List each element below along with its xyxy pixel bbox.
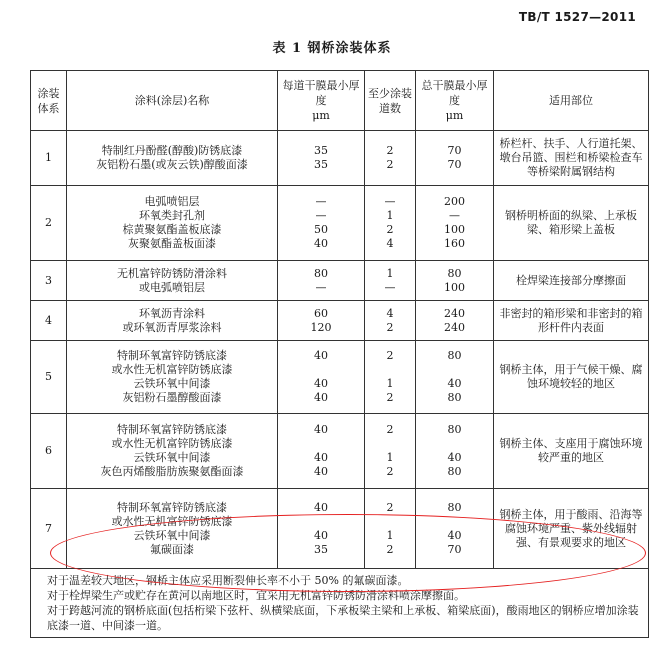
col-dft-total: 总干膜最小厚度 μm — [416, 71, 494, 131]
table-row — [31, 341, 649, 414]
application-cell: 钢桥明桥面的纵梁、上承板梁、箱形梁上盖板 — [494, 186, 649, 261]
notes-row — [31, 569, 649, 638]
dft-total-cell: 240 240 — [416, 301, 494, 341]
dft-each-cell: 35 35 — [278, 131, 365, 186]
coating-cell: 特制环氧富锌防锈底漆 或水性无机富锌防锈底漆 云铁环氧中间漆 氟碳面漆 — [67, 489, 278, 569]
dft-total-cell: 80 100 — [416, 261, 494, 301]
coats-cell: 2 2 — [365, 131, 416, 186]
col-application: 适用部位 — [494, 71, 649, 131]
standard-code: TB/T 1527—2011 — [518, 10, 636, 24]
system-number: 1 — [31, 131, 67, 186]
col-min-coats: 至少涂装道数 — [365, 71, 416, 131]
table-row — [31, 414, 649, 489]
application-cell: 桥栏杆、扶手、人行道托架、墩台吊篮、围栏和桥梁检查车等桥梁附属钢结构 — [494, 131, 649, 186]
note-3: 对于跨越河流的钢桥底面(包括桁梁下弦杆、纵横梁底面，下承板梁主梁和上承板、箱梁底面)，酸雨地区的钢桥应增加涂装底漆一道、中间漆一道。 — [47, 604, 639, 632]
system-number: 6 — [31, 414, 67, 489]
system-number: 7 — [31, 489, 67, 569]
dft-each-cell: — — 50 40 — [278, 186, 365, 261]
table-title: 表 1 钢桥涂装体系 — [272, 41, 392, 56]
table-row — [31, 186, 649, 261]
dft-each-cell: 80 — — [278, 261, 365, 301]
dft-total-cell: 80 40 70 — [416, 489, 494, 569]
application-cell: 栓焊梁连接部分摩擦面 — [494, 261, 649, 301]
coats-cell: 2 1 2 — [365, 489, 416, 569]
coats-cell: 1 — — [365, 261, 416, 301]
dft-total-cell: 80 40 80 — [416, 414, 494, 489]
note-1: 对于温差较大地区，钢桥主体应采用断裂伸长率不小于 50% 的氟碳面漆。 — [47, 574, 409, 587]
coating-cell: 环氧沥青涂料 或环氧沥青厚浆涂料 — [67, 301, 278, 341]
system-number: 3 — [31, 261, 67, 301]
application-cell: 钢桥主体、支座用于腐蚀环境较严重的地区 — [494, 414, 649, 489]
dft-total-cell: 80 40 80 — [416, 341, 494, 414]
system-number: 2 — [31, 186, 67, 261]
coating-cell: 特制环氧富锌防锈底漆 或水性无机富锌防锈底漆 云铁环氧中间漆 灰铝粉石墨醇酸面漆 — [67, 341, 278, 414]
coating-cell: 无机富锌防锈防滑涂料 或电弧喷铝层 — [67, 261, 278, 301]
table-row — [31, 261, 649, 301]
dft-total-cell: 200 — 100 160 — [416, 186, 494, 261]
system-number: 4 — [31, 301, 67, 341]
unit-label: μm — [312, 109, 330, 122]
coats-cell: 2 1 2 — [365, 341, 416, 414]
dft-each-cell: 40 40 40 — [278, 341, 365, 414]
table-row — [31, 301, 649, 341]
col-coating: 涂料(涂层)名称 — [67, 71, 278, 131]
unit-label: μm — [445, 109, 464, 122]
coating-system-table — [30, 70, 649, 638]
col-dft-each: 每道干膜最小厚度 μm — [278, 71, 365, 131]
table-row — [31, 131, 649, 186]
note-2: 对于栓焊梁生产或贮存在黄河以南地区时，宜采用无机富锌防锈防滑涂料喷涂摩擦面。 — [47, 589, 465, 602]
application-cell: 钢桥主体，用于酸雨、沿海等腐蚀环境严重、紫外线辐射强、有景观要求的地区 — [494, 489, 649, 569]
dft-each-cell: 40 40 35 — [278, 489, 365, 569]
table-header-row — [31, 71, 649, 131]
coats-cell: 2 1 2 — [365, 414, 416, 489]
application-cell: 钢桥主体，用于气候干燥、腐蚀环境较轻的地区 — [494, 341, 649, 414]
dft-total-cell: 70 70 — [416, 131, 494, 186]
dft-each-cell: 60 120 — [278, 301, 365, 341]
notes-cell — [31, 569, 649, 638]
dft-each-cell: 40 40 40 — [278, 414, 365, 489]
coating-cell: 特制红丹酚醛(醇酸)防锈底漆 灰铝粉石墨(或灰云铁)醇酸面漆 — [67, 131, 278, 186]
application-cell: 非密封的箱形梁和非密封的箱形杆件内表面 — [494, 301, 649, 341]
coating-cell: 特制环氧富锌防锈底漆 或水性无机富锌防锈底漆 云铁环氧中间漆 灰色丙烯酸脂肪族聚氨酯面漆 — [67, 414, 278, 489]
col-system: 涂装体系 — [31, 71, 67, 131]
system-number: 5 — [31, 341, 67, 414]
coats-cell: — 1 2 4 — [365, 186, 416, 261]
table-row — [31, 489, 649, 569]
coats-cell: 4 2 — [365, 301, 416, 341]
coating-cell: 电弧喷铝层 环氧类封孔剂 棕黄聚氨酯盖板底漆 灰聚氨酯盖板面漆 — [67, 186, 278, 261]
